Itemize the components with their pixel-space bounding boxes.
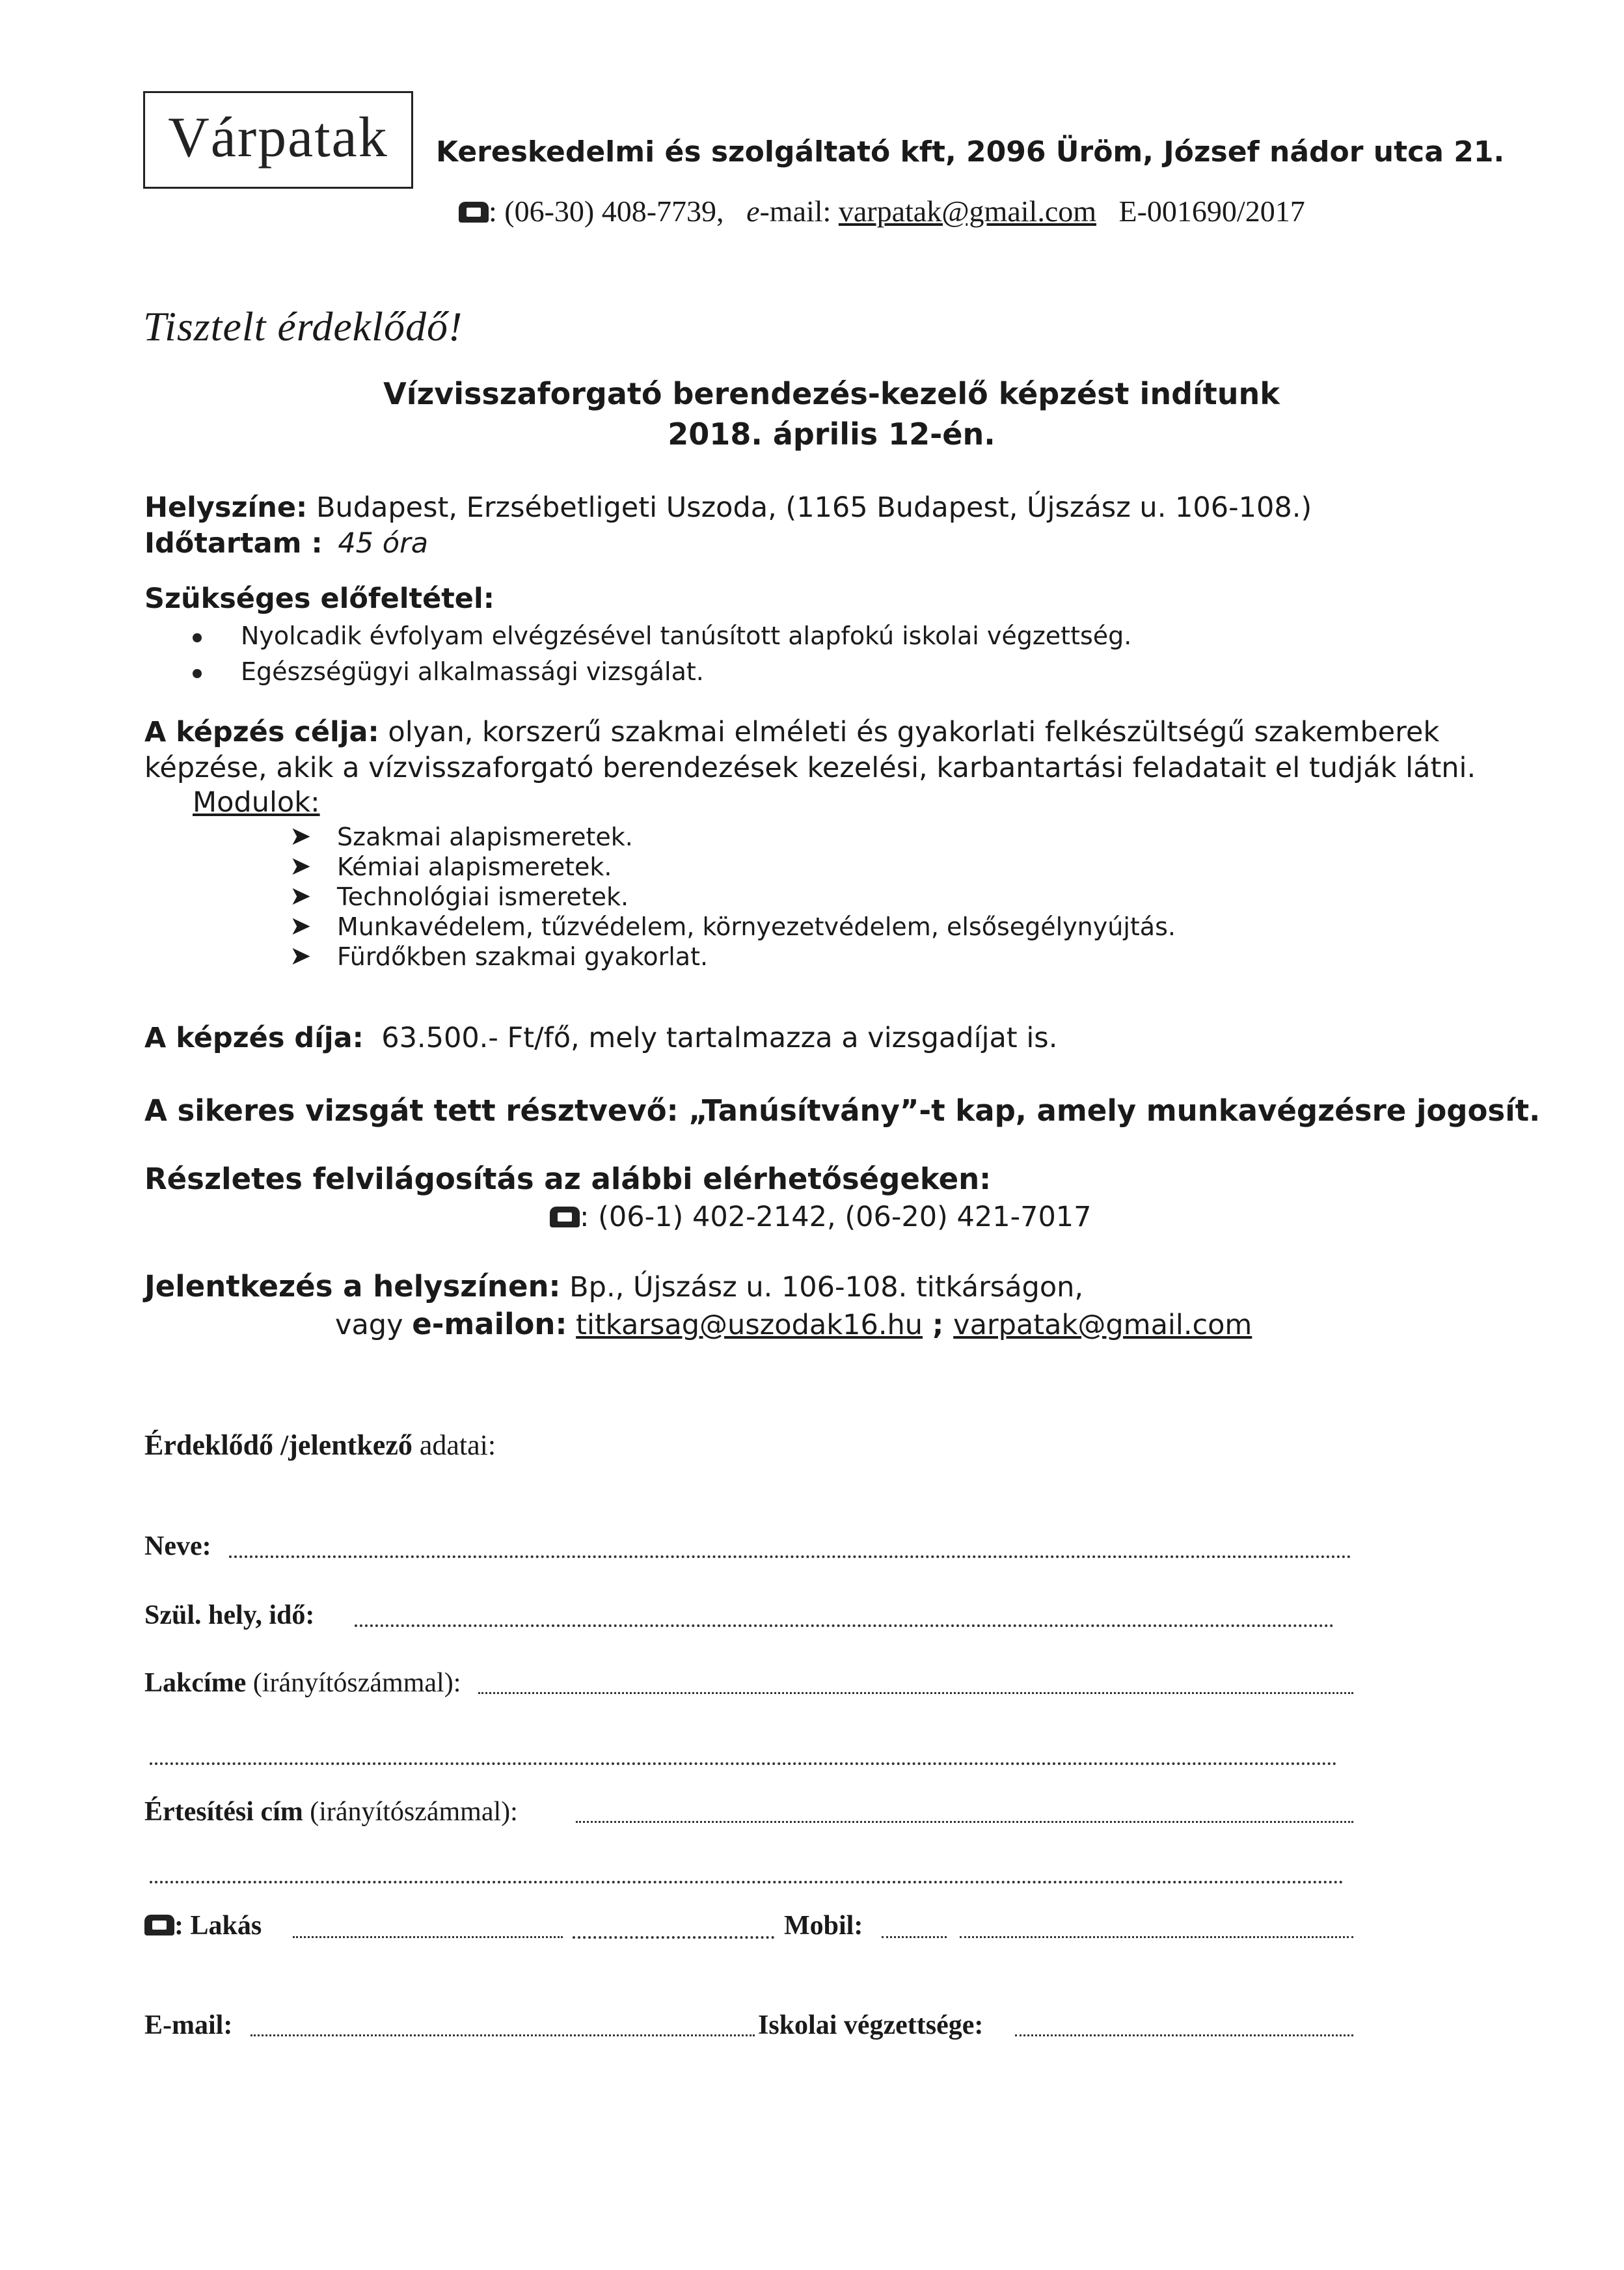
duration-value: 45 óra xyxy=(338,527,429,560)
apply-value: Bp., Újszász u. 106-108. titkárságon, xyxy=(569,1271,1084,1304)
birth-label: Szül. hely, idő: xyxy=(144,1600,315,1630)
header-email-link[interactable]: varpatak@gmail.com xyxy=(838,195,1097,228)
name-label: Neve: xyxy=(144,1531,211,1561)
home-phone-field-2[interactable] xyxy=(573,1936,774,1939)
education-label: Iskolai végzettsége: xyxy=(758,2010,984,2040)
module-item: Munkavédelem, tűzvédelem, környezetvédelem, elsősegélynyújtás. xyxy=(337,912,1176,941)
apply-email-link-2[interactable]: varpatak@gmail.com xyxy=(953,1309,1252,1341)
form-heading-bold: Érdeklődő /jelentkező xyxy=(144,1429,413,1461)
telephone-icon xyxy=(144,1915,174,1935)
fee-value: 63.500.- Ft/fő, mely tartalmazza a vizsgadíjat is. xyxy=(381,1022,1058,1054)
apply-line-2 xyxy=(335,1307,1252,1341)
info-phones xyxy=(550,1201,1092,1233)
arrow-bullet-icon: ➤ xyxy=(290,851,312,881)
home-phone-row xyxy=(144,1910,262,1941)
mobile-field-prefix[interactable] xyxy=(882,1936,947,1938)
address-label-bold: Lakcíme xyxy=(144,1668,247,1698)
name-field[interactable] xyxy=(229,1555,1351,1558)
certificate: A sikeres vizsgát tett résztvevő: „Tanúsítvány”-t kap, amely munkavégzésre jogosít. xyxy=(144,1093,1541,1128)
apply-email-link-1[interactable]: titkarsag@uszodak16.hu xyxy=(576,1309,923,1341)
mobile-label: Mobil: xyxy=(784,1911,863,1941)
arrow-bullet-icon: ➤ xyxy=(290,911,312,941)
address-label xyxy=(144,1667,461,1699)
apply-email-label: e-mailon: xyxy=(412,1307,567,1341)
email-label-italic: e xyxy=(746,195,760,228)
telephone-icon xyxy=(550,1207,580,1227)
apply-separator: ; xyxy=(923,1309,954,1341)
header-phone: : (06-30) 408-7739, xyxy=(489,195,724,228)
prereq-item: Nyolcadik évfolyam elvégzésével tanúsított alapfokú iskolai végzettség. xyxy=(241,622,1132,650)
bullet-icon xyxy=(193,669,202,678)
prereq-item: Egészségügyi alkalmassági vizsgálat. xyxy=(241,657,704,686)
telephone-icon xyxy=(459,202,489,223)
module-item: Kémiai alapismeretek. xyxy=(337,853,612,881)
arrow-bullet-icon: ➤ xyxy=(290,941,312,971)
venue-label: Helyszíne: xyxy=(144,491,308,524)
prereq-label: Szükséges előfeltétel: xyxy=(144,582,494,615)
apply-line-1 xyxy=(144,1269,1083,1304)
fee xyxy=(144,1022,1057,1054)
notify-label xyxy=(144,1796,518,1827)
form-heading xyxy=(144,1429,496,1462)
module-item: Technológiai ismeretek. xyxy=(337,882,629,911)
venue-value: Budapest, Erzsébetligeti Uszoda, (1165 Budapest, Újszász u. 106-108.) xyxy=(316,491,1312,524)
title-line-2: 2018. április 12-én. xyxy=(668,417,995,452)
arrow-bullet-icon: ➤ xyxy=(290,821,312,851)
logo-box xyxy=(143,91,413,189)
goal-line-1 xyxy=(144,716,1439,748)
email-label: E-mail: xyxy=(144,2010,233,2040)
duration-label: Időtartam : xyxy=(144,527,323,560)
info-phones-value: : (06-1) 402-2142, (06-20) 421-7017 xyxy=(580,1201,1092,1233)
bullet-icon xyxy=(193,633,202,642)
logo: Várpatak xyxy=(168,106,388,169)
company-line: Kereskedelmi és szolgáltató kft, 2096 Üröm, József nádor utca 21. xyxy=(436,135,1505,169)
notify-label-rest: (irányítószámmal): xyxy=(303,1797,518,1827)
registration-number: E-001690/2017 xyxy=(1118,195,1305,228)
duration xyxy=(144,527,428,560)
fee-label: A képzés díja: xyxy=(144,1022,364,1054)
goal-text-1: olyan, korszerű szakmai elméleti és gyakorlati felkészültségű szakemberek xyxy=(388,716,1440,748)
contact-line xyxy=(459,194,1305,228)
home-phone-label: : Lakás xyxy=(174,1911,262,1941)
mobile-field[interactable] xyxy=(960,1936,1353,1938)
arrow-bullet-icon: ➤ xyxy=(290,881,312,911)
address-field-line-2[interactable] xyxy=(150,1762,1337,1765)
email-label: -mail: xyxy=(759,195,839,228)
birth-field[interactable] xyxy=(355,1624,1334,1627)
notify-label-bold: Értesítési cím xyxy=(144,1797,303,1827)
apply-or: vagy xyxy=(335,1309,413,1341)
goal-label: A képzés célja: xyxy=(144,716,379,748)
address-label-rest: (irányítószámmal): xyxy=(246,1668,461,1698)
module-item: Fürdőkben szakmai gyakorlat. xyxy=(337,942,709,971)
goal-line-2: képzése, akik a vízvisszaforgató berendezések kezelési, karbantartási feladatait el tudják látni. xyxy=(144,752,1476,784)
education-field[interactable] xyxy=(1015,2034,1353,2036)
info-label: Részletes felvilágosítás az alábbi elérhetőségeken: xyxy=(144,1162,992,1196)
email-field[interactable] xyxy=(250,2034,755,2036)
address-field[interactable] xyxy=(478,1692,1353,1694)
apply-label: Jelentkezés a helyszínen: xyxy=(144,1269,561,1304)
modules-label: Modulok: xyxy=(193,786,320,819)
form-heading-rest: adatai: xyxy=(412,1429,496,1461)
module-item: Szakmai alapismeretek. xyxy=(337,823,633,851)
greeting: Tisztelt érdeklődő! xyxy=(143,303,463,349)
notify-field-line-2[interactable] xyxy=(150,1881,1344,1883)
home-phone-field[interactable] xyxy=(293,1936,563,1938)
title-line-1: Vízvisszaforgató berendezés-kezelő képzést indítunk xyxy=(383,376,1280,411)
venue xyxy=(144,491,1312,524)
notify-field[interactable] xyxy=(576,1821,1353,1823)
